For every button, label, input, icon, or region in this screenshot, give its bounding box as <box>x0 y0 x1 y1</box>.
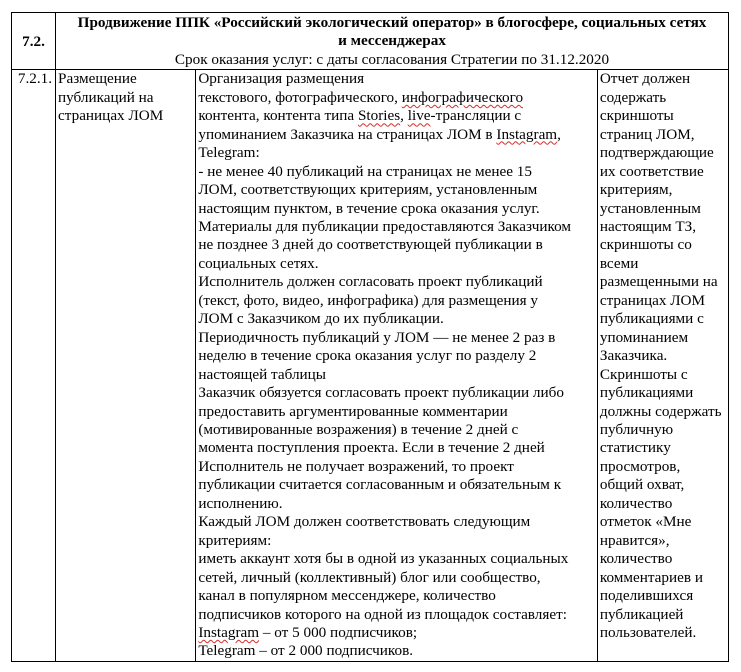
service-name-line: публикаций на <box>58 88 154 106</box>
description-line: Материалы для публикации предоставляются Заказчиком <box>198 217 571 235</box>
description-line: ЛОМ с Заказчиком до их публикации. <box>198 310 444 328</box>
description-line: Каждый ЛОМ должен соответствовать следующим <box>198 513 531 531</box>
report-line: публичную <box>599 420 674 438</box>
row-number: 7.2.1. <box>12 70 56 662</box>
description-line: неделю в течение срока оказания услуг по разделу 2 <box>198 347 537 365</box>
report-requirements-cell <box>597 70 728 662</box>
report-line: общий охват, <box>599 476 685 494</box>
section-header-cell <box>56 13 729 70</box>
report-line: отметок «Мне <box>599 513 692 531</box>
report-line: нравится», <box>599 531 670 549</box>
description-line: Instagram – от 5 000 подписчиков; <box>198 623 418 641</box>
report-line: статистику <box>599 439 671 457</box>
report-line: всеми <box>599 254 639 272</box>
spellcheck-flagged-word: Stories <box>357 107 401 125</box>
description-line: Telegram – от 2 000 подписчиков. <box>198 642 414 660</box>
description-line: публикации считается согласованным и обязательным к <box>198 476 562 494</box>
report-line: поделившихся <box>599 587 694 605</box>
report-line: размещенными на <box>599 273 718 291</box>
report-line: содержать <box>599 88 667 106</box>
description-line: Исполнитель не получает возражений, то проект <box>198 457 514 475</box>
description-line: не позднее 3 дней до соответствующей публикации в <box>198 236 543 254</box>
report-line: публикациями <box>599 384 694 402</box>
description-line: Организация размещения <box>198 70 365 88</box>
report-line: комментариев и <box>599 568 703 586</box>
description-line: (мотивированные возражения) в течение 2 дней с <box>198 420 519 438</box>
description-line: настоящим пунктом, в течение срока оказания услуг. <box>198 199 540 217</box>
report-line: скриншоты <box>599 107 674 125</box>
description-line: ЛОМ, соответствующих критериям, установленным <box>198 181 538 199</box>
description-line: Заказчик обязуется согласовать проект публикации либо <box>198 384 564 402</box>
description-line: сетей, личный (коллективный) блог или сообщество, <box>198 568 541 586</box>
description-line: Исполнитель должен согласовать проект публикаций <box>198 273 543 291</box>
description-line: предоставить аргументированные комментарии <box>198 402 508 420</box>
spellcheck-flagged-word: Instagram <box>198 623 260 641</box>
requirements-table <box>11 12 729 662</box>
description-line: Периодичность публикаций у ЛОМ — не менее 2 раз в <box>198 328 556 346</box>
service-description-cell <box>196 70 598 662</box>
section-number: 7.2. <box>12 13 56 70</box>
report-line: должны содержать <box>599 402 722 420</box>
report-line: установленным <box>599 199 701 217</box>
report-line: страницах ЛОМ <box>599 291 706 309</box>
description-line: - не менее 40 публикаций на страницах не менее 15 <box>198 162 532 180</box>
report-line: Отчет должен <box>599 70 691 88</box>
service-name-cell <box>56 70 196 662</box>
description-line: критериям: <box>198 531 272 549</box>
section-title-line-1: Продвижение ППК «Российский экологический оператор» в блогосфере, социальных сетях <box>77 14 707 31</box>
report-line: подтверждающие <box>599 144 714 162</box>
report-line: Скриншоты с <box>599 365 688 383</box>
description-line: подписчиков которого на одной из площадок составляет: <box>198 605 567 623</box>
report-line: скриншоты со <box>599 236 692 254</box>
report-line: публикациями с <box>599 310 704 328</box>
description-line: момента поступления проекта. Если в течение 2 дней <box>198 439 545 457</box>
service-term: Срок оказания услуг: с даты согласования Стратегии по 31.12.2020 <box>174 50 610 68</box>
description-line: иметь аккаунт хотя бы в одной из указанных социальных <box>198 550 569 568</box>
description-line: упоминанием Заказчика на страницах ЛОМ в Instagram, <box>198 125 561 143</box>
table-row <box>12 70 729 662</box>
description-line: исполнению. <box>198 494 283 512</box>
description-line: социальных сетях. <box>198 254 319 272</box>
description-line: настоящей таблицы <box>198 365 326 383</box>
spellcheck-flagged-word: live <box>407 107 431 125</box>
report-line: пользователей. <box>599 623 697 641</box>
description-line: Telegram: <box>198 144 260 162</box>
section-header-row <box>12 13 729 70</box>
report-line: количество <box>599 550 673 568</box>
report-line: их соответствие <box>599 162 704 180</box>
report-line: страниц ЛОМ, <box>599 125 695 143</box>
section-title-line-2: и мессенджерах <box>338 32 446 50</box>
report-line: настоящим ТЗ, <box>599 217 697 235</box>
report-line: просмотров, <box>599 457 681 475</box>
report-line: публикацией <box>599 605 684 623</box>
report-line: упоминанием <box>599 328 689 346</box>
report-line: критериям, <box>599 181 673 199</box>
service-name-line: Размещение <box>58 70 137 88</box>
service-name-line: страницах ЛОМ <box>58 107 164 125</box>
report-line: Заказчика. <box>599 347 668 365</box>
report-line: количество <box>599 494 673 512</box>
description-line: канал в популярном мессенджере, количество <box>198 587 496 605</box>
description-line: текстового, фотографического, инфографического <box>198 88 524 106</box>
description-line: контента, контента типа Stories, live-трансляции с <box>198 107 522 125</box>
spellcheck-flagged-word: Instagram <box>496 125 558 143</box>
spellcheck-flagged-word: инфографического <box>401 88 524 106</box>
description-line: (текст, фото, видео, инфографика) для размещения у <box>198 291 539 309</box>
